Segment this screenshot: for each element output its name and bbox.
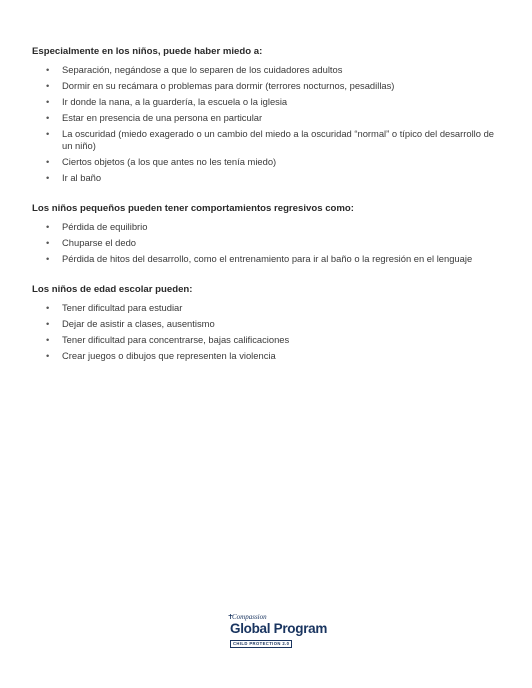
brand-global-program: Global Program: [230, 621, 328, 636]
bullet-icon: •: [46, 237, 50, 248]
list-item: [32, 221, 502, 233]
list-item: [32, 128, 502, 152]
list-item: [32, 302, 502, 314]
bullet-icon: •: [46, 96, 50, 107]
bullet-icon: •: [46, 302, 50, 313]
section-school-age: [32, 283, 502, 362]
list-item-text: Estar en presencia de una persona en particular: [62, 112, 263, 123]
bullet-icon: •: [46, 128, 50, 139]
section-heading: Los niños de edad escolar pueden:: [32, 284, 193, 295]
list-item-text: Pérdida de hitos del desarrollo, como el entrenamiento para ir al baño o la regresión en el lenguaje: [62, 253, 473, 264]
bullet-list: [32, 64, 502, 184]
list-item: [32, 350, 502, 362]
list-item-text: Tener dificultad para concentrarse, bajas calificaciones: [62, 334, 290, 345]
document-body: [32, 45, 502, 380]
bullet-icon: •: [46, 112, 50, 123]
section-regressive: [32, 202, 502, 265]
bullet-icon: •: [46, 221, 50, 232]
list-item: [32, 112, 502, 124]
list-item-text: Dejar de asistir a clases, ausentismo: [62, 318, 215, 329]
list-item: [32, 253, 502, 265]
list-item: [32, 156, 502, 168]
list-item: [32, 96, 502, 108]
bullet-icon: •: [46, 80, 50, 91]
list-item: [32, 172, 502, 184]
list-item-text: Crear juegos o dibujos que representen la violencia: [62, 350, 276, 361]
bullet-list: [32, 221, 502, 265]
list-item: [32, 334, 502, 346]
bullet-icon: •: [46, 318, 50, 329]
list-item-text: Tener dificultad para estudiar: [62, 302, 183, 313]
bullet-icon: •: [46, 350, 50, 361]
list-item: [32, 80, 502, 92]
list-item-text: Dormir en su recámara o problemas para dormir (terrores nocturnos, pesadillas): [62, 80, 395, 91]
list-item: [32, 237, 502, 249]
list-item: [32, 318, 502, 330]
list-item-text: Ir al baño: [62, 172, 102, 183]
section-heading: Especialmente en los niños, puede haber miedo a:: [32, 46, 263, 57]
bullet-icon: •: [46, 172, 50, 183]
list-item-text: Pérdida de equilibrio: [62, 221, 148, 232]
brand-compassion: Compassion: [232, 613, 267, 621]
list-item-text: Ciertos objetos (a los que antes no les tenía miedo): [62, 156, 277, 167]
list-item-text: La oscuridad (miedo exagerado o un cambio del miedo a la oscuridad “normal” o típico del desarrollo de un niño): [62, 128, 495, 151]
list-item-text: Ir donde la nana, a la guardería, la escuela o la iglesia: [62, 96, 288, 107]
list-item-text: Separación, negándose a que lo separen de los cuidadores adultos: [62, 64, 343, 75]
list-item-text: Chuparse el dedo: [62, 237, 137, 248]
bullet-list: [32, 302, 502, 362]
section-heading: Los niños pequeños pueden tener comportamientos regresivos como:: [32, 203, 354, 214]
bullet-icon: •: [46, 334, 50, 345]
compassion-global-program-logo: [226, 613, 326, 659]
bullet-icon: •: [46, 253, 50, 264]
bullet-icon: •: [46, 64, 50, 75]
brand-tagline: CHILD PROTECTION 2.0: [230, 640, 292, 648]
section-fears: [32, 45, 502, 184]
bullet-icon: •: [46, 156, 50, 167]
list-item: [32, 64, 502, 76]
